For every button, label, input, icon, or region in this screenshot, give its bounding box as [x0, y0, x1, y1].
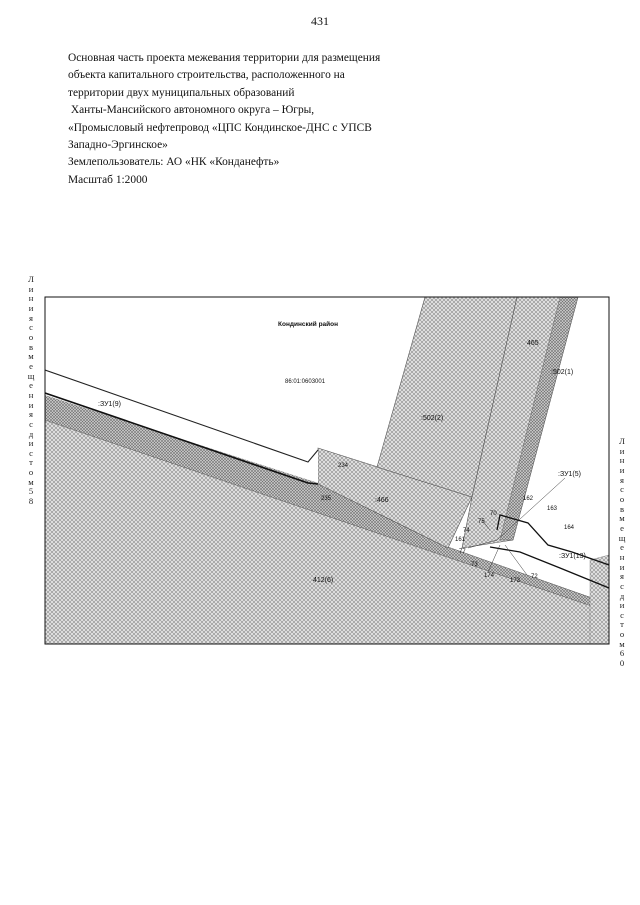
margin-letter: и [619, 561, 625, 572]
point-label: 161 [455, 537, 466, 543]
plot-label-466: :466 [375, 497, 389, 504]
margin-letter: с [29, 322, 33, 333]
margin-letter: е [620, 522, 624, 533]
margin-letter: м [28, 351, 34, 362]
margin-letter: с [29, 447, 33, 458]
margin-letter: и [28, 399, 34, 410]
point-label: 74 [463, 528, 470, 534]
point-label: 77 [459, 549, 466, 555]
margin-letter: о [619, 493, 625, 504]
plot-label-zu1-13: :ЗУ1(13) [559, 553, 586, 560]
header-line: «Промысловый нефтепровод «ЦПС Кондинское-ДНС с УПСВ [68, 121, 372, 134]
margin-letter: 6 [619, 648, 625, 659]
margin-letter: м [619, 638, 625, 649]
header-line: Основная часть проекта межевания территории для размещения [68, 52, 381, 64]
plot-label-465: 465 [527, 340, 539, 347]
margin-letter: н [28, 293, 34, 304]
margin-letter: о [28, 331, 34, 342]
plot-label-zu1-5: :ЗУ1(5) [558, 471, 581, 478]
margin-letter: о [28, 467, 34, 478]
margin-letter: 8 [28, 496, 34, 507]
margin-letter: я [620, 474, 624, 485]
margin-letter: Л [619, 436, 625, 446]
page-number: 431 [311, 14, 329, 28]
margin-letter: с [620, 580, 624, 591]
margin-letter: с [620, 609, 624, 620]
margin-letter: т [620, 619, 624, 630]
header-line: Западно-Эргинское» [68, 139, 168, 152]
margin-letter: н [619, 455, 625, 466]
margin-letter: е [620, 542, 624, 553]
point-label: 174 [484, 573, 495, 579]
header-line: территории двух муниципальных образований [68, 86, 295, 99]
margin-letter: я [620, 571, 624, 582]
point-label: 75 [478, 519, 485, 525]
margin-letter: о [619, 629, 625, 640]
margin-letter: Л [28, 274, 34, 284]
margin-letter: щ [27, 370, 35, 381]
margin-letter: и [619, 600, 625, 611]
margin-letter: д [619, 590, 625, 601]
header-line: Ханты-Мансийского автономного округа – Югры, [68, 104, 315, 117]
margin-letter: 5 [28, 486, 34, 497]
margin-letter: н [619, 551, 625, 562]
margin-letter: м [619, 513, 625, 524]
margin-letter: е [29, 380, 33, 391]
plot-label-zu1-9: :ЗУ1(9) [98, 401, 121, 408]
cadastral-quarter-label: 86:01:0603001 [285, 379, 326, 385]
district-label: Кондинский район [278, 321, 339, 328]
margin-letter: и [28, 283, 34, 294]
plot-label-502-2: :502(2) [421, 415, 444, 422]
header-line: Землепользователь: АО «НК «Конданефть» [68, 156, 280, 169]
point-label: 72 [531, 574, 538, 580]
margin-letter: в [619, 503, 625, 514]
point-label: 73 [471, 562, 478, 568]
margin-letter: м [28, 476, 34, 487]
header-line: Масштаб 1:2000 [68, 173, 148, 186]
margin-letter: и [28, 438, 34, 449]
margin-letter: д [28, 428, 34, 439]
margin-letter: с [29, 418, 33, 429]
point-label: 235 [321, 496, 332, 502]
plot-label-502-1: :502(1) [551, 369, 574, 376]
margin-letter: я [29, 409, 33, 420]
margin-letter: т [29, 457, 33, 468]
right-strip-area [590, 555, 609, 644]
header-line: объекта капитального строительства, расположенного на [68, 69, 345, 82]
plot-label-412-6: 412(6) [313, 577, 334, 584]
point-label: 173 [510, 578, 521, 584]
margin-letter: е [29, 360, 33, 371]
point-label: 163 [547, 506, 558, 512]
point-label: 164 [564, 525, 575, 531]
margin-letter: н [28, 389, 34, 400]
margin-letter: я [29, 312, 33, 323]
point-label: 70 [490, 511, 497, 517]
margin-letter: и [28, 302, 34, 313]
margin-letter: щ [618, 532, 626, 543]
margin-letter: и [619, 464, 625, 475]
point-label: 162 [523, 496, 534, 502]
margin-letter: и [619, 445, 625, 456]
margin-letter: в [28, 341, 34, 352]
margin-letter: с [620, 484, 624, 495]
point-label: 234 [338, 463, 349, 469]
margin-letter: 0 [619, 658, 625, 669]
